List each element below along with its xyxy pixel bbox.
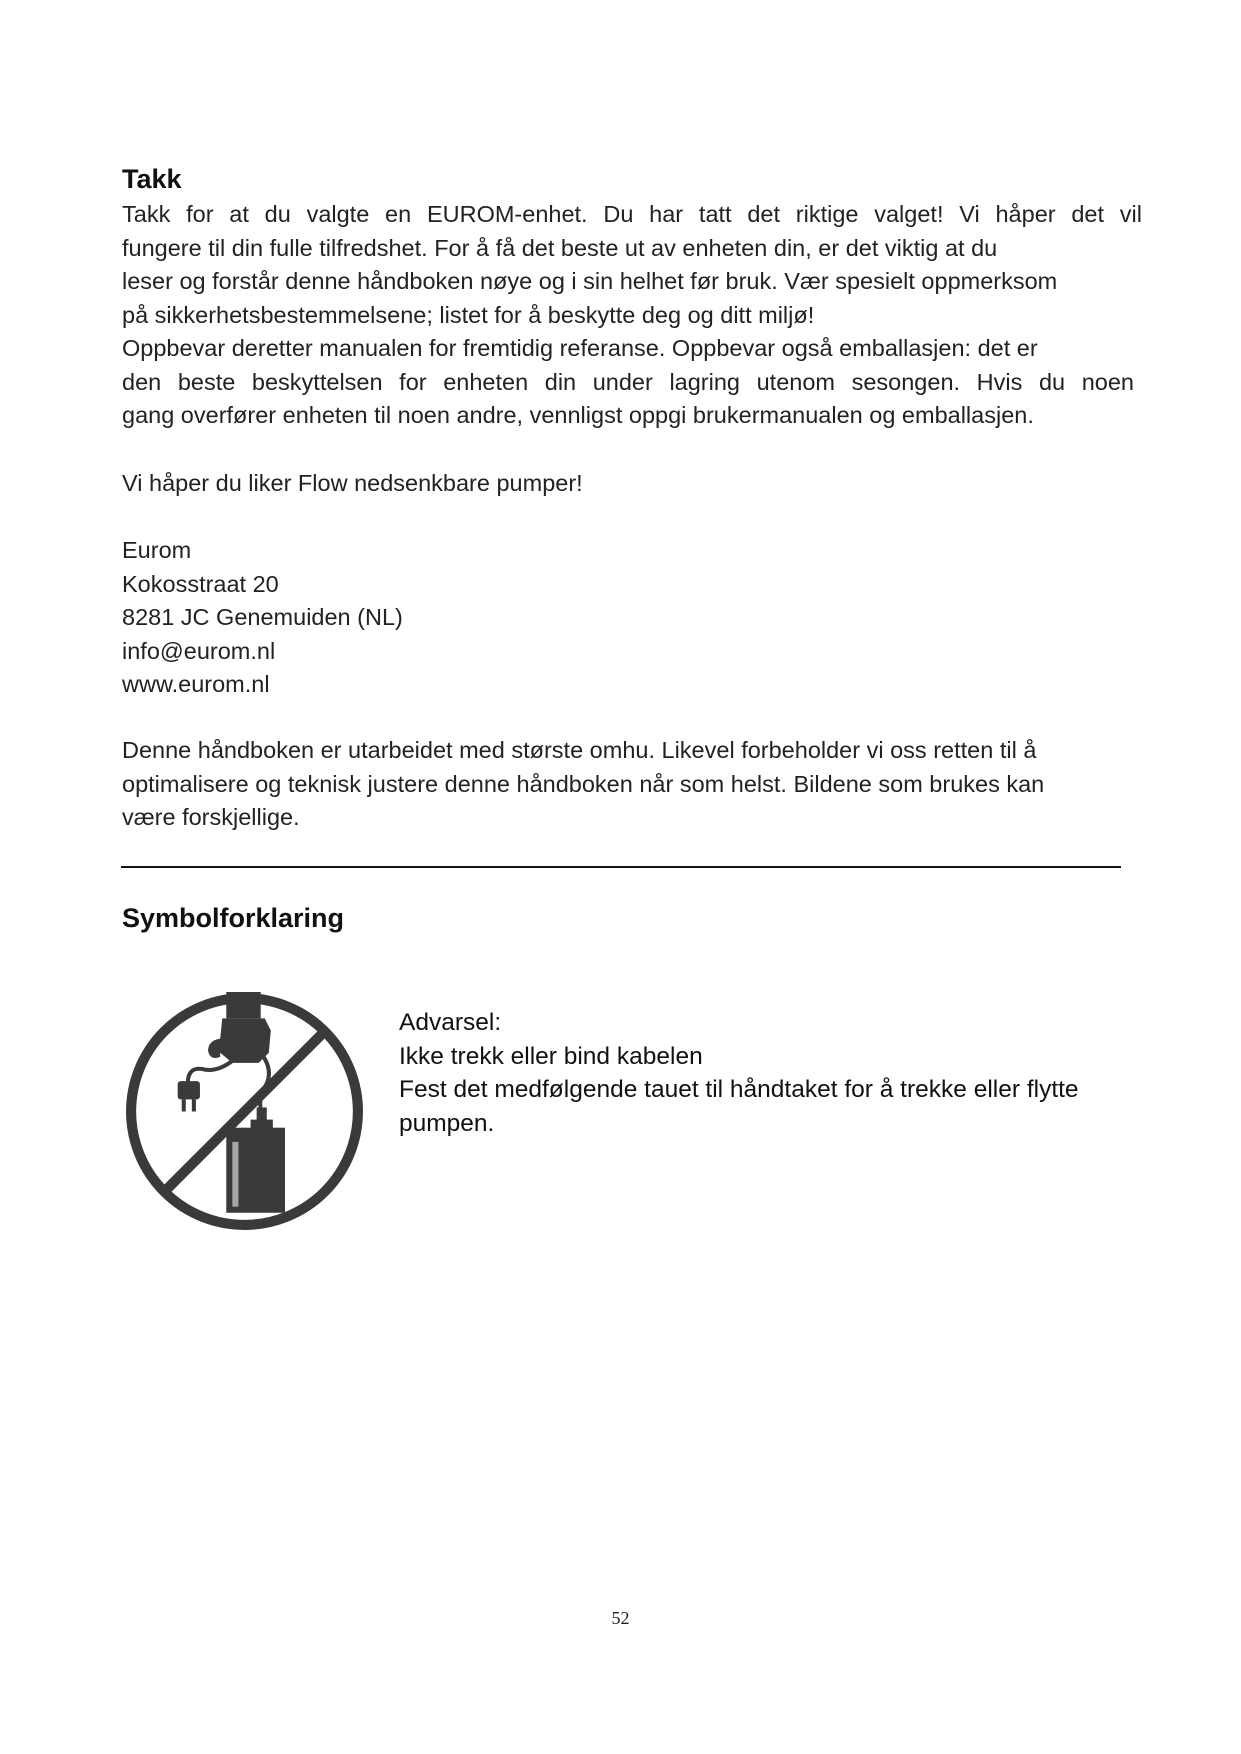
warning-line: Fest det medfølgende tauet til håndtaket for å trekke eller flytte	[399, 1076, 1079, 1103]
intro-line: leser og forstår denne håndboken nøye og i sin helhet før bruk. Vær spesielt oppmerksom	[122, 268, 1058, 294]
website-address: www.eurom.nl	[122, 671, 270, 697]
intro-paragraph	[122, 198, 1142, 433]
postal-city: 8281 JC Genemuiden (NL)	[122, 604, 403, 630]
street-address: Kokosstraat 20	[122, 570, 279, 597]
warning-title: Advarsel:	[399, 1009, 502, 1036]
intro-line: Takk for at du valgte en EUROM-enhet. Du har tatt det riktige valget! Vi håper det vil	[122, 201, 1142, 227]
email-address: info@eurom.nl	[122, 637, 276, 664]
address-block	[122, 534, 403, 702]
disclaimer-line: Denne håndboken er utarbeidet med største omhu. Likevel forbeholder vi oss retten til å	[122, 737, 1037, 763]
disclaimer-line: være forskjellige.	[122, 804, 300, 830]
intro-line: gang overfører enheten til noen andre, vennligst oppgi brukermanualen og emballasjen.	[122, 402, 1034, 428]
no-pulling-cable-icon	[123, 990, 366, 1233]
section-divider	[121, 866, 1121, 868]
page-number: 52	[611, 1608, 630, 1628]
closing-line: Vi håper du liker Flow nedsenkbare pumper!	[122, 470, 583, 496]
warning-line: Ikke trekk eller bind kabelen	[399, 1042, 703, 1070]
disclaimer-line: optimalisere og teknisk justere denne håndboken når som helst. Bildene som brukes kan	[122, 770, 1045, 797]
intro-line: fungere til din fulle tilfredshet. For å få det beste ut av enheten din, er det viktig at du	[122, 234, 998, 261]
warning-line: pumpen.	[399, 1109, 495, 1137]
intro-line: den beste beskyttelsen for enheten din under lagring utenom sesongen. Hvis du noen	[122, 368, 1134, 395]
takk-heading: Takk	[122, 164, 182, 194]
company-name: Eurom	[122, 537, 192, 563]
disclaimer-paragraph	[122, 734, 1044, 835]
symbols-heading: Symbolforklaring	[122, 903, 345, 933]
intro-line: på sikkerhetsbestemmelsene; listet for å beskytte deg og ditt miljø!	[122, 301, 815, 328]
intro-line: Oppbevar deretter manualen for fremtidig referanse. Oppbevar også emballasjen: det er	[122, 335, 1038, 361]
warning-text	[399, 1006, 1079, 1140]
